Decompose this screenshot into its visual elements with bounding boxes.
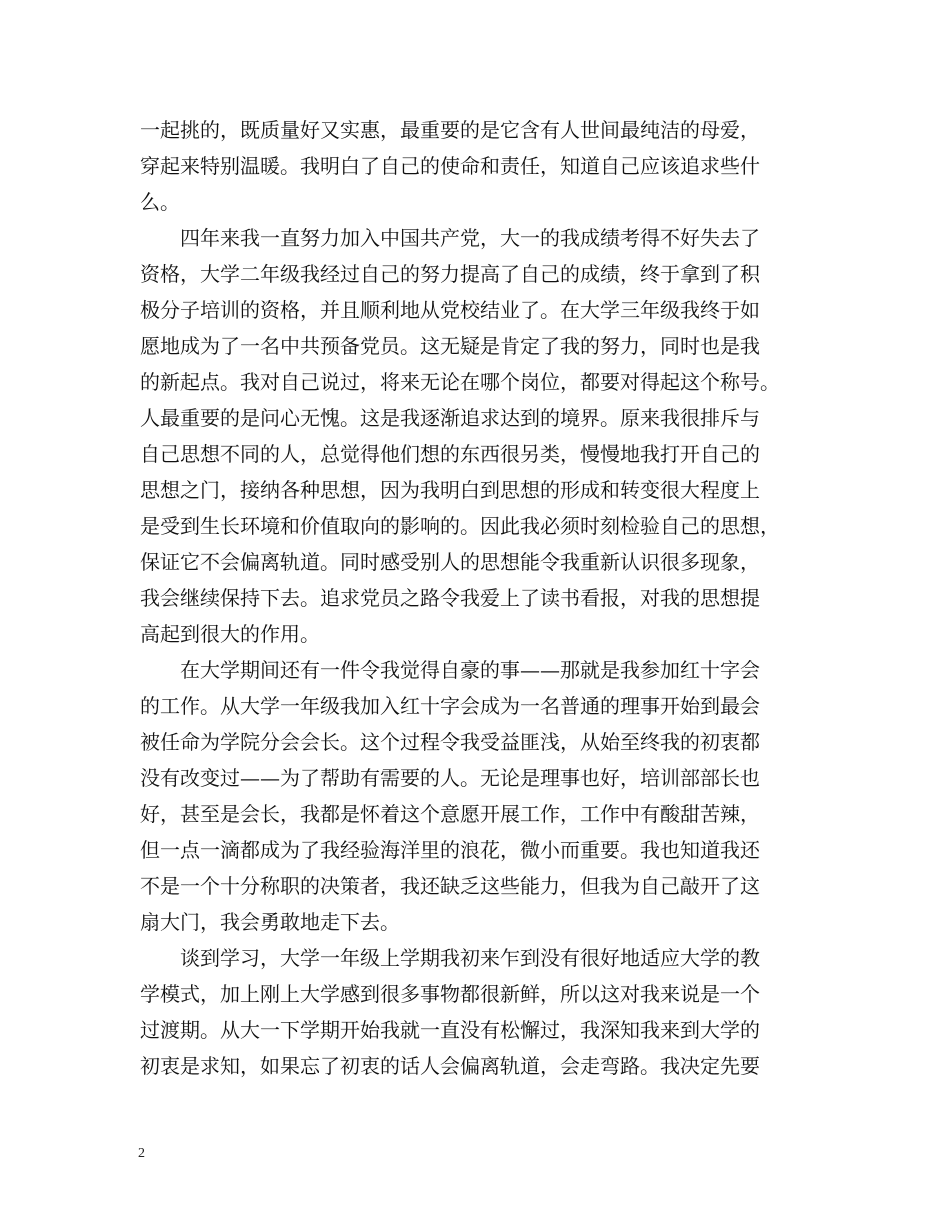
text-line: 思想之门，接纳各种思想，因为我明白到思想的形成和转变很大程度上 <box>140 478 760 502</box>
paragraph-2 <box>140 220 816 652</box>
text-line: 被任命为学院分会会长。这个过程令我受益匪浅，从始至终我的初衷都 <box>140 730 760 754</box>
text-line: 极分子培训的资格，并且顺利地从党校结业了。在大学三年级我终于如 <box>140 298 760 322</box>
body-text <box>140 112 816 1084</box>
text-line: 么。 <box>140 190 180 214</box>
text-line: 愿地成为了一名中共预备党员。这无疑是肯定了我的努力，同时也是我 <box>140 334 760 358</box>
text-line: 高起到很大的作用。 <box>140 622 320 646</box>
text-line: 但一点一滴都成为了我经验海洋里的浪花，微小而重要。我也知道我还 <box>140 838 760 862</box>
text-line: 不是一个十分称职的决策者，我还缺乏这些能力，但我为自己敲开了这 <box>140 874 760 898</box>
paragraph-1 <box>140 112 816 220</box>
text-line: 资格，大学二年级我经过自己的努力提高了自己的成绩，终于拿到了积 <box>140 262 760 286</box>
page-number: 2 <box>138 1146 145 1161</box>
text-line: 初衷是求知，如果忘了初衷的话人会偏离轨道，会走弯路。我决定先要 <box>140 1054 760 1078</box>
text-line: 过渡期。从大一下学期开始我就一直没有松懈过，我深知我来到大学的 <box>140 1018 760 1042</box>
text-line: 我会继续保持下去。追求党员之路令我爱上了读书看报，对我的思想提 <box>140 586 760 610</box>
paragraph-4 <box>140 940 816 1084</box>
text-line: 谈到学习，大学一年级上学期我初来乍到没有很好地适应大学的教 <box>180 946 760 970</box>
text-line: 的工作。从大学一年级我加入红十字会成为一名普通的理事开始到最会 <box>140 694 760 718</box>
text-line: 保证它不会偏离轨道。同时感受别人的思想能令我重新认识很多现象， <box>140 550 760 574</box>
text-line: 自己思想不同的人，总觉得他们想的东西很另类，慢慢地我打开自己的 <box>140 442 760 466</box>
text-line: 好，甚至是会长，我都是怀着这个意愿开展工作，工作中有酸甜苦辣， <box>140 802 760 826</box>
text-line: 一起挑的，既质量好又实惠，最重要的是它含有人世间最纯洁的母爱， <box>140 118 760 142</box>
text-line: 是受到生长环境和价值取向的影响的。因此我必须时刻检验自己的思想， <box>140 514 780 538</box>
text-line: 没有改变过——为了帮助有需要的人。无论是理事也好，培训部部长也 <box>140 766 760 790</box>
paragraph-3 <box>140 652 816 940</box>
text-line: 学模式，加上刚上大学感到很多事物都很新鲜，所以这对我来说是一个 <box>140 982 760 1006</box>
text-line: 扇大门，我会勇敢地走下去。 <box>140 910 400 934</box>
text-line: 在大学期间还有一件令我觉得自豪的事——那就是我参加红十字会 <box>180 658 760 682</box>
text-line: 四年来我一直努力加入中国共产党，大一的我成绩考得不好失去了 <box>180 226 760 250</box>
text-line: 人最重要的是问心无愧。这是我逐渐追求达到的境界。原来我很排斥与 <box>140 406 760 430</box>
text-line: 的新起点。我对自己说过，将来无论在哪个岗位，都要对得起这个称号。 <box>140 370 780 394</box>
text-line: 穿起来特别温暖。我明白了自己的使命和责任，知道自己应该追求些什 <box>140 154 760 178</box>
